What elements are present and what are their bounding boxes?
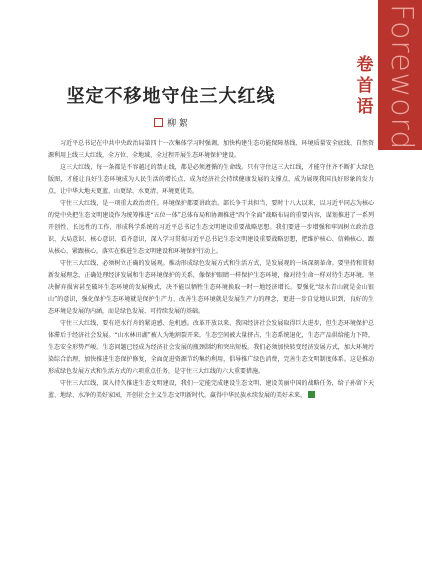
section-label-cn: 卷首语 xyxy=(356,55,374,117)
paragraph: 这三大红线，每一条都是不容越过的禁止线，都是必须遵循的生命线。只有守住这三大红线，才能守住齐不断扩大绿色版图，才能让良好生态环境成为人民生活的增长点、成为经济社会持续健康发展的支撑点、成为展现我国良好形象的发力点，让中华大地天更蓝、山更绿、水更清、环境更优美。 xyxy=(48,164,374,195)
paragraph: 守住三大红线，是一项重大政治责任。环境保护都要讲政治。部长争干共担当，要时十八大以来，以习近平同志为核心的党中央把生态文明建设作为统筹推进“五位一体”总体布局和协调推进“四个全面”战略布局的重要内容，谋划推进了一系列开创性、长远性的工作，形成科学系统的习近平总书记生态文明建设重要战略思想。我们要进一步增强和牢固树立政治意识、大局意识、核心意识、看齐意识，深入学习贯彻习近平总书记生态文明建设重要战略思想，把维护核心、信赖核心、跟从核心、紧跟核心，落实在推进生态文明建设和环境保护行动上。 xyxy=(48,200,374,255)
paragraph: 守住三大红线，深入持久推进生态文明建设，我们一定能完成建设生态文明、建设美丽中国的战略任务，给子孙留下天蓝、地绿、水净的美好家园，开创社会主义生态文明新时代，赢得中华民族永续发展的美好未来。 xyxy=(48,380,374,399)
end-mark-icon xyxy=(308,391,315,398)
author-marker-icon xyxy=(154,118,163,127)
paragraph: 守住三大红线，必须树立正确的发展观。推动形成绿色发展方式和生活方式，是发展观的一场深刻革命。要坚持和贯彻新发展理念，正确处理经济发展和生态环境保护的关系，像保护眼睛一样保护生态环境，像对待生命一样对待生态环境，坚决摒弃损害甚至破坏生态环境的发展模式，决不能以牺牲生态环境换取一时一地经济增长。要强化“绿水青山就是金山银山”的意识，强化保护生态环境就是保护生产力、改善生态环境就是发展生产力的理念，更进一步自觉地认识到，良好的生态环境是发展的内涵，而是绿色发展、可持续发展的基础。 xyxy=(48,260,374,315)
paragraph: 守住三大红线，要有逆水行舟的紧迫感、危机感。改革开放以来，我国经济社会发展取得巨大进步，但生态环境保护总体滞后于经济社会发展。“山水林田湖”被人为地割裂开来，生态空间被大量挤占，生态系统退化，生态产品供给能力下降，生态安全形势严峻。生态问题已经成为经济社会发展的瓶颈制约和突出短板。我们必须加快转变经济发展方式，加大环境污染综合治理，加快推进生态保护修复，全面促进资源节约集约利用，倡导推广绿色消费，完善生态文明制度体系。这是推动形成绿色发展方式和生活方式的六项重点任务，是守住三大红线的六大重要措施。 xyxy=(48,320,374,375)
article-title: 坚定不移地守住三大红线 xyxy=(66,86,276,107)
foreword-side-band xyxy=(378,0,422,150)
paragraph-last xyxy=(48,378,374,402)
article-body xyxy=(48,138,374,402)
author-name: 柳 絮 xyxy=(167,119,188,129)
section-label-en: Foreword xyxy=(384,4,419,151)
paragraph: 习近平总书记在中共中央政治局第四十一次集体学习时强调，加快构建生态功能保障基线、环境质量安全底线、自然资源利用上线三大红线，全方位、全地域、全过程开展生态环境保护建设。 xyxy=(48,140,374,159)
author-line xyxy=(0,116,342,129)
